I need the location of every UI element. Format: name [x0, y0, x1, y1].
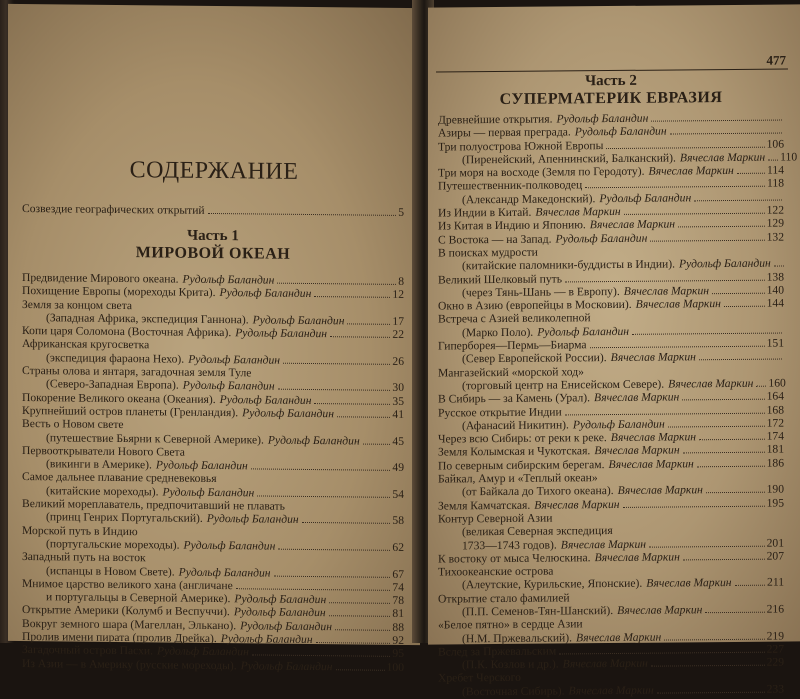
leader-dots: [712, 293, 765, 294]
toc-entry-page: 12: [392, 288, 404, 302]
leader-dots: [724, 306, 765, 307]
leader-dots: [565, 412, 765, 415]
toc-entry-title: Открытие Америки (Колумб и Веспуччи).: [22, 603, 230, 619]
toc-entry-page: 95: [392, 647, 404, 661]
leader-dots: [664, 638, 764, 640]
toc-entry-author: Вячеслав Маркин: [610, 350, 696, 365]
toc-entry-title: (П.К. Козлов и др.).: [462, 657, 559, 672]
toc-entry-page: 92: [392, 633, 404, 648]
toc-entry-title: К востоку от мыса Челюскина.: [438, 551, 591, 566]
leader-dots: [559, 652, 764, 655]
toc-entry-title: Африканская кругосветка: [22, 337, 150, 352]
toc-entry-title: Встреча с Азией великолепной: [438, 311, 591, 326]
toc-entry-title: (Западная Африка, экспедиция Ганнона).: [46, 311, 249, 327]
toc-entry-author: Рудольф Баландин: [206, 512, 299, 527]
leader-dots: [283, 363, 390, 365]
toc-entry-title: 1733—1743 годов).: [462, 537, 557, 552]
toc-entry-title: Байкал, Амур и «Теплый океан»: [438, 471, 598, 486]
leader-dots: [632, 332, 782, 334]
toc-entry-author: Рудольф Баландин: [599, 191, 692, 205]
toc-entry-title: (от Байкала до Тихого океана).: [462, 484, 614, 499]
leader-dots: [347, 323, 390, 324]
part1-label: Часть 1: [187, 227, 239, 245]
toc-entry-page: 207: [766, 549, 784, 563]
toc-entry-title: Первооткрыватели Нового Света: [22, 443, 185, 459]
leader-dots: [329, 602, 390, 604]
toc-entry-title: (викинги в Америке).: [46, 457, 152, 472]
intro-page: 5: [398, 205, 404, 219]
toc-entry-page: 160: [768, 376, 786, 390]
toc-entry-title: (Восточная Сибирь).: [462, 684, 565, 699]
toc-entry: [438, 363, 784, 393]
toc-entry-title: Окно в Азию (европейцы в Московии).: [438, 298, 632, 313]
toc-entry-title: (китайские мореходы).: [46, 483, 159, 499]
leader-dots: [735, 585, 765, 586]
toc-entry-page: 195: [766, 496, 784, 510]
toc-entry-page: 110: [780, 150, 798, 164]
toc-entry-page: 122: [766, 203, 784, 217]
toc-entry-title: Земля Колымская и Чукотская.: [438, 444, 591, 459]
toc-entry-page: 164: [766, 389, 784, 403]
toc-entry: [22, 577, 404, 608]
toc-entry: [22, 337, 404, 368]
toc-entry-page: 81: [392, 607, 404, 621]
leader-dots: [699, 439, 765, 441]
toc-entry-page: 22: [392, 328, 404, 342]
toc-entry-author: Вячеслав Маркин: [589, 217, 676, 232]
toc-entry-title: Путешественник-полководец: [438, 178, 583, 194]
intro-entry: [22, 202, 404, 219]
contents-title: СОДЕРЖАНИЕ: [129, 157, 299, 185]
toc-entry-title: (португальские мореходы).: [46, 537, 180, 552]
toc-entry-author: Рудольф Баландин: [188, 352, 281, 367]
toc-entry-title: Самое дальнее плавание средневековья: [22, 470, 217, 486]
toc-entry-title: Копи царя Соломона (Восточная Африка).: [22, 324, 232, 340]
toc-entry-title: (китайские паломники-буддисты в Индии).: [462, 257, 675, 273]
leader-dots: [650, 239, 764, 241]
toc-entry-title: (экспедиция фараона Нехо).: [46, 351, 185, 366]
toc-entry-title: Древнейшие открытия.: [438, 112, 553, 127]
toc-entry-author: Рудольф Баландин: [240, 658, 333, 673]
toc-entry-author: Рудольф Баландин: [235, 326, 328, 341]
toc-entry: [438, 642, 784, 672]
toc-entry: [438, 509, 784, 552]
toc-entry-author: Вячеслав Маркин: [568, 683, 654, 698]
toc-entry-author: Рудольф Баландин: [240, 618, 332, 633]
toc-entry: [22, 417, 404, 448]
toc-entry-page: 88: [392, 620, 404, 634]
leader-dots: [585, 186, 765, 189]
toc-entry: [438, 563, 784, 593]
leader-dots: [252, 655, 391, 657]
toc-entry-page: 54: [392, 487, 404, 501]
toc-entry-title: Пролив имени пирата (пролив Дрейка).: [22, 630, 217, 646]
toc-entry-title: Русское открытие Индии: [438, 404, 562, 420]
toc-entry-title: (великая Северная экспедиция: [462, 524, 613, 539]
toc-entry-author: Рудольф Баландин: [242, 406, 334, 421]
leader-dots: [251, 469, 391, 471]
toc-entry-title: Три полуострова Южной Европы: [438, 138, 604, 154]
toc-entry-author: Вячеслав Маркин: [623, 284, 710, 298]
toc-entry-author: Рудольф Баландин: [555, 231, 648, 246]
leader-dots: [336, 669, 385, 671]
toc-entry-page: 49: [392, 461, 404, 475]
toc-entry-page: 8: [398, 274, 404, 288]
toc-entry-author: Рудольф Баландин: [537, 324, 630, 339]
leader-dots: [649, 545, 765, 547]
toc-entry-author: Вячеслав Маркин: [648, 164, 734, 178]
part2-toc-list: [438, 111, 798, 699]
toc-entry-title: Западный путь на восток: [22, 550, 146, 565]
toc-entry: [438, 669, 784, 699]
toc-entry-author: Рудольф Баландин: [556, 111, 649, 126]
leader-dots: [670, 133, 782, 135]
toc-entry-title: Открытие стало фамилией: [438, 591, 570, 606]
toc-entry-title: Из Азии — в Америку (русские мореходы).: [22, 656, 237, 672]
toc-entry-author: Рудольф Баландин: [233, 605, 326, 620]
toc-entry: [22, 470, 404, 501]
toc-entry: [438, 177, 784, 207]
toc-entry-title: Вслед за Пржевальским: [438, 644, 557, 659]
toc-entry-title: (Север Европейской России).: [462, 351, 607, 366]
page-number: 477: [766, 52, 786, 68]
toc-entry-author: Вячеслав Маркин: [610, 430, 697, 445]
toc-entry-title: Крупнейший остров планеты (Гренландия).: [22, 403, 239, 420]
toc-entry-title: По северным сибирским берегам.: [438, 457, 605, 473]
toc-entry-title: Хребет Черского: [438, 671, 521, 686]
toc-entry-title: В Сибирь — за Камень (Урал).: [438, 391, 591, 406]
leader-dots: [683, 452, 765, 454]
toc-entry-title: Покорение Великого океана (Океания).: [22, 390, 216, 406]
toc-entry-title: Гиперборея—Пермь—Биарма: [438, 338, 587, 353]
toc-entry-author: Рудольф Баландин: [219, 286, 312, 301]
toc-entry-page: 211: [767, 575, 784, 590]
toc-entry-page: 190: [766, 482, 784, 496]
toc-entry-author: Рудольф Баландин: [182, 379, 275, 394]
toc-entry-page: 118: [767, 177, 784, 191]
toc-entry-title: Мангазейский «морской ход»: [438, 364, 584, 380]
toc-entry-page: 67: [392, 567, 404, 581]
toc-entry-title: Из Индии в Китай.: [438, 205, 532, 220]
toc-entry-author: Вячеслав Маркин: [668, 376, 754, 391]
leader-dots: [590, 346, 765, 349]
toc-entry: [438, 470, 784, 500]
toc-line: [22, 657, 404, 674]
toc-entry-page: 106: [766, 137, 784, 151]
toc-entry-page: 45: [392, 434, 404, 448]
leader-dots: [335, 629, 390, 631]
leader-dots: [706, 492, 765, 494]
toc-entry-author: Вячеслав Маркин: [617, 603, 703, 617]
toc-entry-title: Морской путь в Индию: [22, 523, 138, 538]
toc-entry-page: 30: [392, 381, 404, 395]
toc-entry-page: 151: [766, 336, 784, 350]
leader-dots: [768, 159, 778, 160]
toc-entry-author: Вячеслав Маркин: [635, 297, 721, 311]
toc-entry: [438, 589, 784, 619]
leader-dots: [257, 495, 390, 497]
part2-label: Часть 2: [585, 72, 637, 90]
toc-entry-title: Великий Шелковый путь: [438, 272, 562, 287]
toc-entry-page: 129: [766, 216, 784, 231]
leader-dots: [774, 266, 784, 267]
toc-entry: [438, 137, 798, 167]
leader-dots: [278, 389, 391, 391]
toc-entry-page: 74: [392, 580, 404, 594]
leader-dots: [274, 575, 391, 577]
toc-entry-page: 138: [766, 270, 784, 284]
toc-entry-author: Рудольф Баландин: [252, 313, 345, 328]
toc-entry-author: Вячеслав Маркин: [646, 576, 732, 591]
toc-entry-page: 181: [766, 442, 784, 457]
leader-dots: [278, 549, 390, 551]
toc-entry-title: (через Тянь-Шань — в Европу).: [462, 284, 620, 300]
toc-entry-page: 26: [392, 354, 404, 368]
part2-title: СУПЕРМАТЕРИК ЕВРАЗИЯ: [499, 89, 723, 108]
toc-entry-author: Рудольф Баландин: [155, 458, 248, 473]
leader-dots: [236, 588, 391, 591]
toc-entry-title: и португальцы в Северной Америке).: [46, 590, 231, 606]
toc-entry-page: 233: [766, 682, 784, 696]
toc-entry-title: (Северо-Западная Европа).: [46, 377, 179, 393]
toc-entry-author: Рудольф Баландин: [678, 256, 771, 271]
toc-entry-title: (Афанасий Никитин).: [462, 418, 569, 433]
toc-entry-author: Вячеслав Маркин: [534, 497, 620, 512]
toc-entry: [22, 657, 404, 674]
leader-dots: [651, 665, 765, 667]
part1-toc-list: [22, 271, 404, 674]
intro-title: Созвездие географических открытий: [22, 201, 205, 217]
toc-entry-title: (Пиренейский, Апеннинский, Балканский).: [462, 151, 676, 167]
toc-entry-author: Рудольф Баландин: [162, 485, 255, 500]
toc-entry: [22, 364, 404, 395]
toc-entry-page: 100: [386, 660, 404, 674]
leader-dots: [208, 213, 397, 216]
toc-entry: [22, 497, 404, 528]
toc-entry-page: 132: [766, 230, 784, 244]
toc-entry-title: Страны олова и янтаря, загадочная земля Туле: [22, 364, 252, 380]
toc-entry-page: 35: [392, 394, 404, 408]
toc-entry: [22, 444, 404, 475]
leader-dots: [623, 505, 765, 507]
toc-entry-page: 219: [766, 629, 784, 643]
leader-dots: [314, 296, 390, 298]
leader-dots: [756, 386, 766, 387]
toc-entry-page: 229: [766, 655, 784, 669]
toc-entry-title: В поисках мудрости: [438, 245, 538, 260]
leader-dots: [277, 283, 396, 285]
toc-entry-title: Азиры — первая преграда.: [438, 125, 571, 140]
toc-entry: [438, 243, 784, 273]
leader-dots: [705, 612, 764, 614]
toc-entry-title: (Марко Поло).: [462, 325, 534, 340]
toc-entry-title: Похищение Европы (мореходы Крита).: [22, 284, 216, 300]
toc-entry-author: Вячеслав Маркин: [617, 483, 703, 498]
toc-entry-author: Рудольф Баландин: [157, 644, 249, 659]
toc-entry-page: 172: [766, 416, 784, 430]
toc-entry-title: Мнимое царство великого хана (англичане: [22, 576, 233, 593]
toc-entry-title: (Александр Македонский).: [462, 191, 596, 207]
toc-entry-page: 62: [392, 540, 404, 554]
toc-entry-title: (испанцы в Новом Свете).: [46, 563, 175, 579]
toc-entry: [438, 403, 784, 433]
leader-dots: [314, 403, 390, 405]
leader-dots: [624, 213, 765, 215]
toc-entry-title: Вокруг земного шара (Магеллан, Элькано).: [22, 616, 237, 632]
toc-entry-title: Из Китая в Индию и Японию.: [438, 218, 586, 233]
toc-entry-author: Рудольф Баландин: [182, 272, 275, 287]
leader-dots: [683, 558, 765, 560]
toc-entry-author: Рудольф Баландин: [178, 565, 271, 580]
leader-dots: [316, 642, 391, 644]
toc-line: [438, 682, 784, 698]
leader-dots: [699, 359, 782, 361]
leader-dots: [668, 426, 765, 428]
toc-entry-page: 144: [766, 296, 784, 310]
toc-entry-title: Контур Северной Азии: [438, 511, 553, 526]
toc-entry-author: Вячеслав Маркин: [535, 205, 621, 219]
toc-entry: [438, 337, 784, 367]
leader-dots: [651, 120, 782, 122]
toc-entry-title: (Н.М. Пржевальский).: [462, 630, 572, 645]
toc-entry-page: 114: [767, 163, 784, 177]
toc-entry-title: Весть о Новом свете: [22, 417, 124, 432]
toc-entry: [22, 524, 404, 555]
toc-entry: [22, 298, 404, 329]
leader-dots: [330, 336, 390, 338]
leader-dots: [606, 146, 764, 148]
leader-dots: [657, 691, 765, 693]
toc-entry-title: (путешествие Бьярни к Северной Америке).: [46, 430, 264, 447]
toc-entry-page: 78: [392, 593, 404, 608]
toc-entry-page: 186: [766, 456, 784, 470]
toc-entry-author: Рудольф Баландин: [267, 433, 360, 448]
leader-dots: [565, 279, 765, 282]
leader-dots: [678, 226, 765, 228]
toc-entry-author: Вячеслав Маркин: [594, 550, 680, 564]
toc-entry-page: 58: [392, 514, 404, 528]
toc-entry-page: 168: [766, 403, 784, 417]
toc-entry-author: Вячеслав Маркин: [594, 443, 680, 458]
leader-dots: [363, 443, 391, 444]
part2-block: [438, 72, 798, 699]
toc-entry-author: Рудольф Баландин: [183, 538, 276, 553]
toc-entry-author: Рудольф Баландин: [572, 417, 665, 432]
toc-entry: [438, 270, 784, 300]
left-page: [8, 4, 420, 674]
right-page: [428, 4, 800, 699]
toc-entry: [438, 310, 784, 340]
toc-entry-author: Рудольф Баландин: [234, 592, 327, 607]
toc-entry-author: Вячеслав Маркин: [576, 630, 662, 644]
toc-entry-page: 41: [392, 407, 404, 421]
toc-entry-title: Тихоокеанские острова: [438, 564, 554, 579]
toc-entry-title: Загадочный остров Пасхи.: [22, 643, 153, 658]
toc-entry-title: Земля за концом света: [22, 297, 133, 312]
toc-entry-title: (Алеутские, Курильские, Японские).: [462, 577, 643, 592]
leader-dots: [337, 416, 390, 418]
leader-dots: [697, 465, 765, 467]
toc-entry-title: Предвидение Мирового океана.: [22, 270, 179, 286]
toc-entry-title: (торговый центр на Енисейском Севере).: [462, 377, 665, 393]
toc-entry-author: Вячеслав Маркин: [608, 457, 694, 471]
toc-entry-title: С Востока — на Запад.: [438, 232, 552, 247]
leader-dots: [682, 399, 764, 401]
toc-entry-page: 201: [766, 536, 784, 550]
leader-dots: [329, 616, 391, 618]
toc-entry-title: Великий мореплаватель, предпочитавший не плавать: [22, 497, 285, 513]
toc-entry-author: Вячеслав Маркин: [560, 537, 647, 551]
toc-entry: [22, 550, 404, 581]
part1-block: [22, 226, 404, 674]
toc-entry-title: Три моря на восходе (Земля по Геродоту).: [438, 164, 645, 180]
part1-title: МИРОВОЙ ОКЕАН: [135, 244, 291, 263]
toc-entry-title: (П.П. Семенов-Тян-Шанский).: [462, 603, 614, 619]
toc-entry-title: «Белое пятно» в сердце Азии: [438, 617, 583, 632]
leader-dots: [737, 173, 765, 174]
toc-entry-title: Через всю Сибирь: от реки к реке.: [438, 431, 607, 446]
toc-entry-page: 140: [766, 283, 784, 297]
toc-entry-author: Рудольф Баландин: [219, 392, 312, 407]
toc-entry-title: Земля Камчатская.: [438, 498, 531, 513]
toc-entry-author: Рудольф Баландин: [220, 632, 313, 647]
toc-entry-author: Вячеслав Маркин: [562, 656, 648, 671]
toc-entry-author: Вячеслав Маркин: [594, 390, 680, 405]
leader-dots: [302, 522, 391, 524]
toc-entry-page: 227: [766, 642, 784, 656]
toc-entry-page: 17: [392, 314, 404, 328]
toc-entry-author: Рудольф Баландин: [574, 124, 667, 139]
toc-entry-title: (принц Генрих Португальский).: [46, 510, 203, 526]
toc-entry-page: 216: [766, 602, 784, 616]
toc-entry-author: Вячеслав Маркин: [679, 150, 766, 165]
leader-dots: [694, 199, 782, 201]
toc-entry: [438, 616, 784, 646]
toc-entry-page: 174: [766, 429, 784, 443]
